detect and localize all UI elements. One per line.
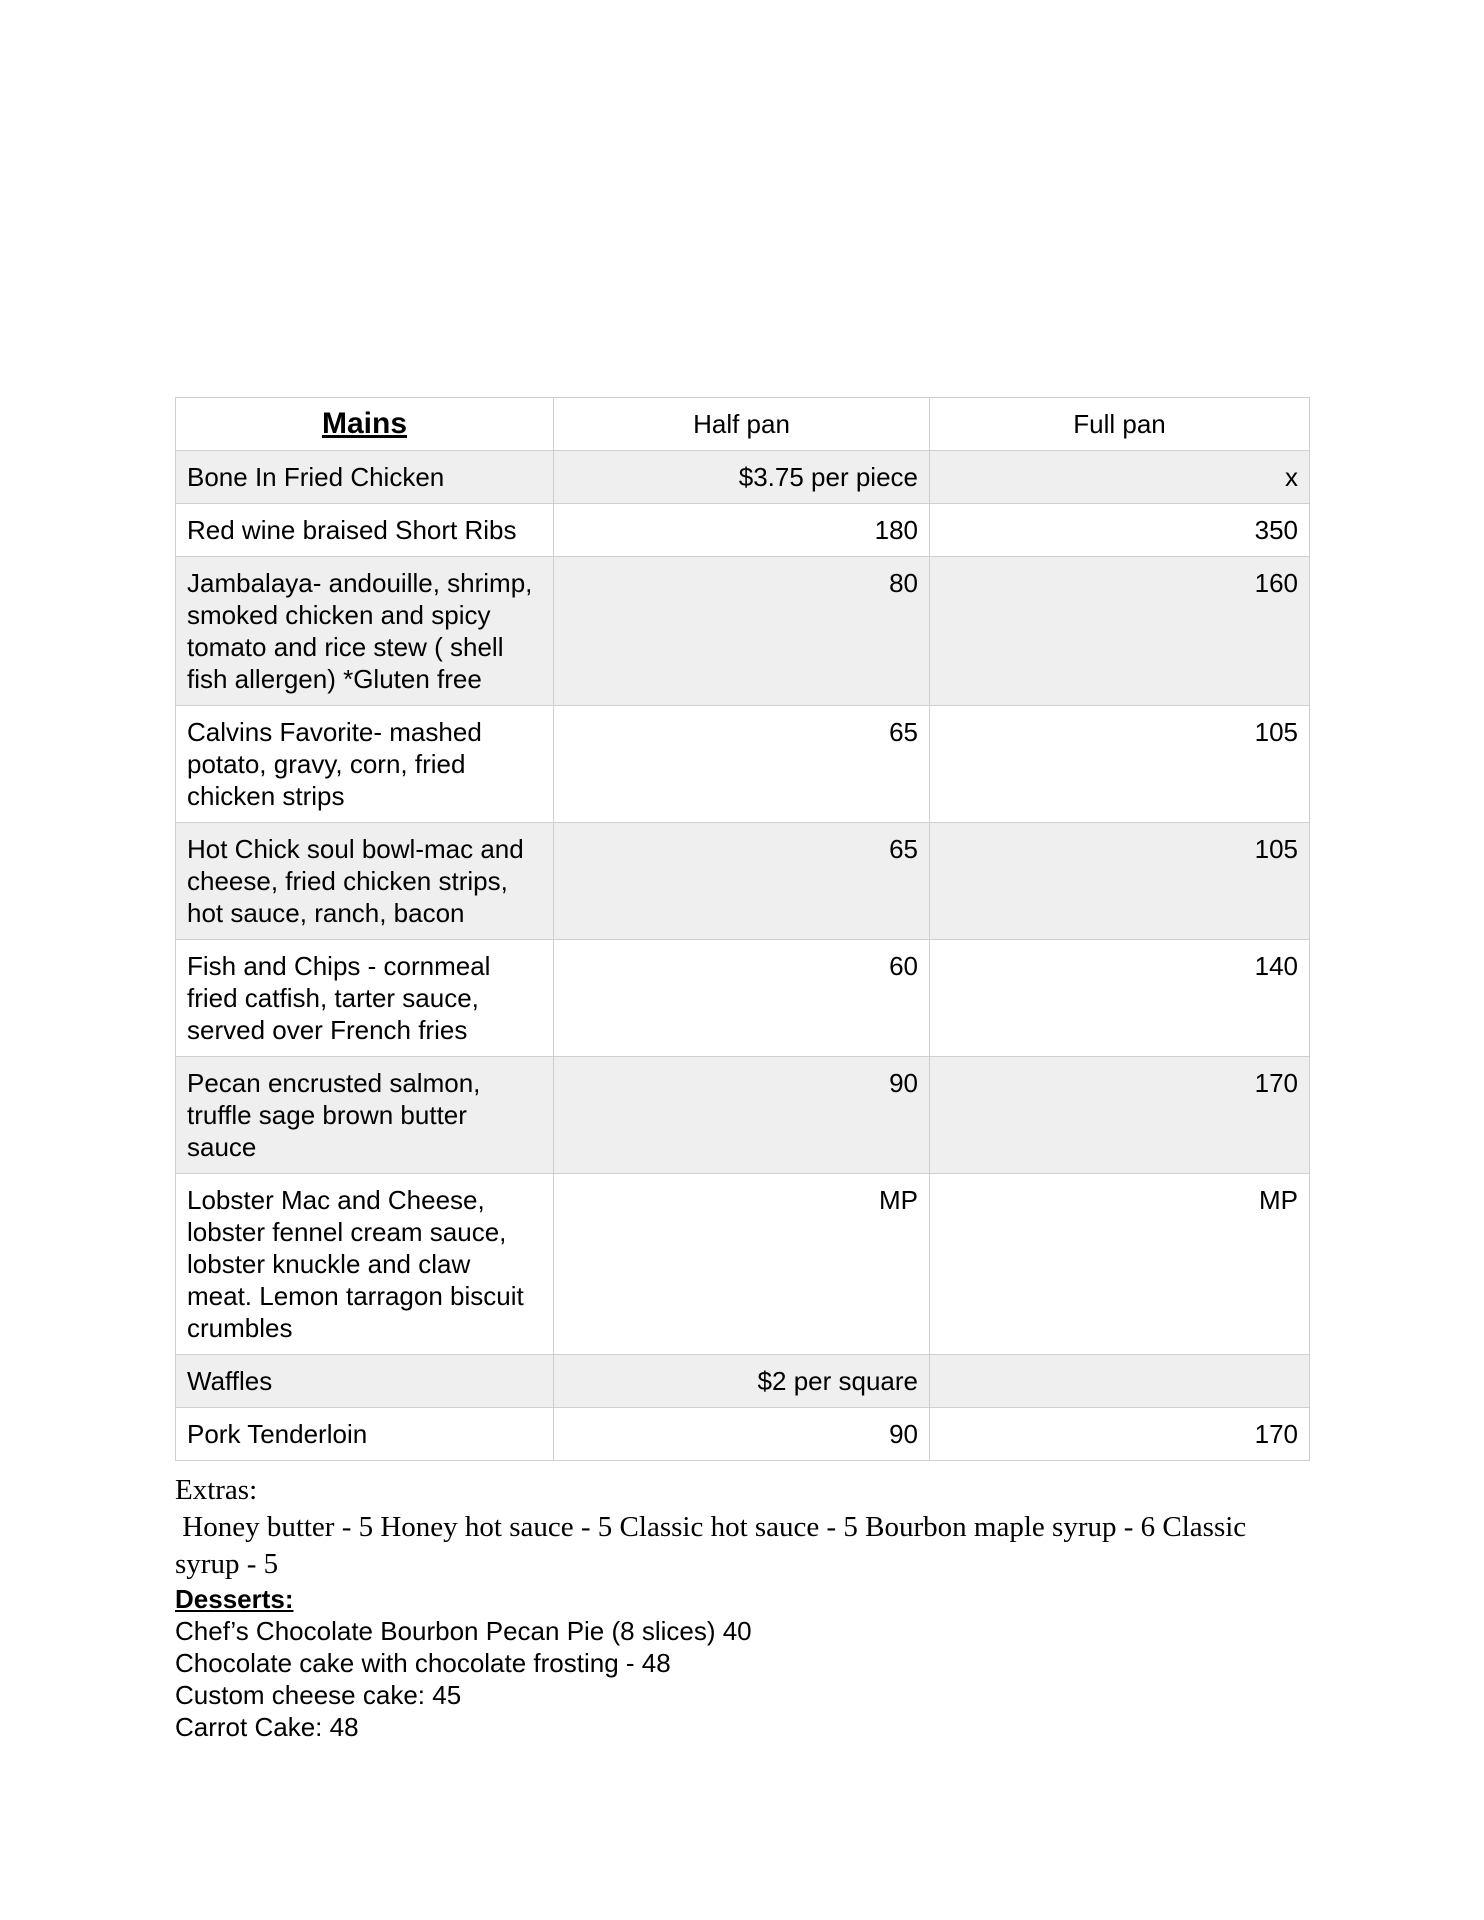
desserts-heading bbox=[175, 1583, 1315, 1615]
extras-heading: Extras: bbox=[175, 1474, 258, 1506]
table-row bbox=[176, 557, 1310, 706]
full-pan-price-cell bbox=[930, 1355, 1310, 1408]
full-pan-price-cell: 350 bbox=[930, 504, 1310, 557]
extras-price-line: Honey butter - 5 Honey hot sauce - 5 Classic hot sauce - 5 Bourbon maple syrup - 6 Classic syrup - 5 bbox=[175, 1511, 1254, 1580]
item-name-cell: Lobster Mac and Cheese, lobster fennel cream sauce, lobster knuckle and claw meat. Lemon tarragon biscuit crumbles bbox=[176, 1174, 554, 1355]
half-pan-price-cell: 65 bbox=[554, 706, 930, 823]
item-name-cell: Hot Chick soul bowl-mac and cheese, fried chicken strips, hot sauce, ranch, bacon bbox=[176, 823, 554, 940]
column-header-half-pan: Half pan bbox=[554, 398, 930, 451]
half-pan-price-cell: $3.75 per piece bbox=[554, 451, 930, 504]
table-row bbox=[176, 1355, 1310, 1408]
item-name-cell: Pork Tenderloin bbox=[176, 1408, 554, 1461]
table-row bbox=[176, 940, 1310, 1057]
table-row bbox=[176, 706, 1310, 823]
half-pan-price-cell: 180 bbox=[554, 504, 930, 557]
table-header-row bbox=[176, 398, 1310, 451]
dessert-item: Chef’s Chocolate Bourbon Pecan Pie (8 slices) 40 bbox=[175, 1616, 752, 1646]
full-pan-price-cell: 105 bbox=[930, 823, 1310, 940]
full-pan-price-cell: 170 bbox=[930, 1408, 1310, 1461]
item-name-cell: Red wine braised Short Ribs bbox=[176, 504, 554, 557]
full-pan-price-cell: MP bbox=[930, 1174, 1310, 1355]
table-row bbox=[176, 1408, 1310, 1461]
item-name-cell: Calvins Favorite- mashed potato, gravy, corn, fried chicken strips bbox=[176, 706, 554, 823]
half-pan-price-cell: 65 bbox=[554, 823, 930, 940]
half-pan-price-cell: 80 bbox=[554, 557, 930, 706]
table-row bbox=[176, 451, 1310, 504]
item-name-cell: Jambalaya- andouille, shrimp, smoked chicken and spicy tomato and rice stew ( shell fish allergen) *Gluten free bbox=[176, 557, 554, 706]
notes-section bbox=[175, 1472, 1315, 1743]
dessert-item: Custom cheese cake: 45 bbox=[175, 1680, 462, 1710]
dessert-item: Carrot Cake: 48 bbox=[175, 1712, 359, 1742]
half-pan-price-cell: MP bbox=[554, 1174, 930, 1355]
item-name-cell: Waffles bbox=[176, 1355, 554, 1408]
mains-price-table bbox=[175, 397, 1310, 1461]
half-pan-price-cell: 60 bbox=[554, 940, 930, 1057]
column-header-full-pan: Full pan bbox=[930, 398, 1310, 451]
half-pan-price-cell: $2 per square bbox=[554, 1355, 930, 1408]
table-row bbox=[176, 504, 1310, 557]
dessert-item: Chocolate cake with chocolate frosting - 48 bbox=[175, 1648, 671, 1678]
column-header-mains bbox=[176, 398, 554, 451]
full-pan-price-cell: 140 bbox=[930, 940, 1310, 1057]
half-pan-price-cell: 90 bbox=[554, 1408, 930, 1461]
table-row bbox=[176, 1174, 1310, 1355]
half-pan-price-cell: 90 bbox=[554, 1057, 930, 1174]
item-name-cell: Fish and Chips - cornmeal fried catfish, tarter sauce, served over French fries bbox=[176, 940, 554, 1057]
full-pan-price-cell: x bbox=[930, 451, 1310, 504]
desserts-heading-text: Desserts: bbox=[175, 1584, 294, 1614]
full-pan-price-cell: 105 bbox=[930, 706, 1310, 823]
table-row bbox=[176, 823, 1310, 940]
table-row bbox=[176, 1057, 1310, 1174]
mains-heading-text: Mains bbox=[321, 407, 408, 440]
item-name-cell: Pecan encrusted salmon, truffle sage brown butter sauce bbox=[176, 1057, 554, 1174]
full-pan-price-cell: 160 bbox=[930, 557, 1310, 706]
full-pan-price-cell: 170 bbox=[930, 1057, 1310, 1174]
item-name-cell: Bone In Fried Chicken bbox=[176, 451, 554, 504]
